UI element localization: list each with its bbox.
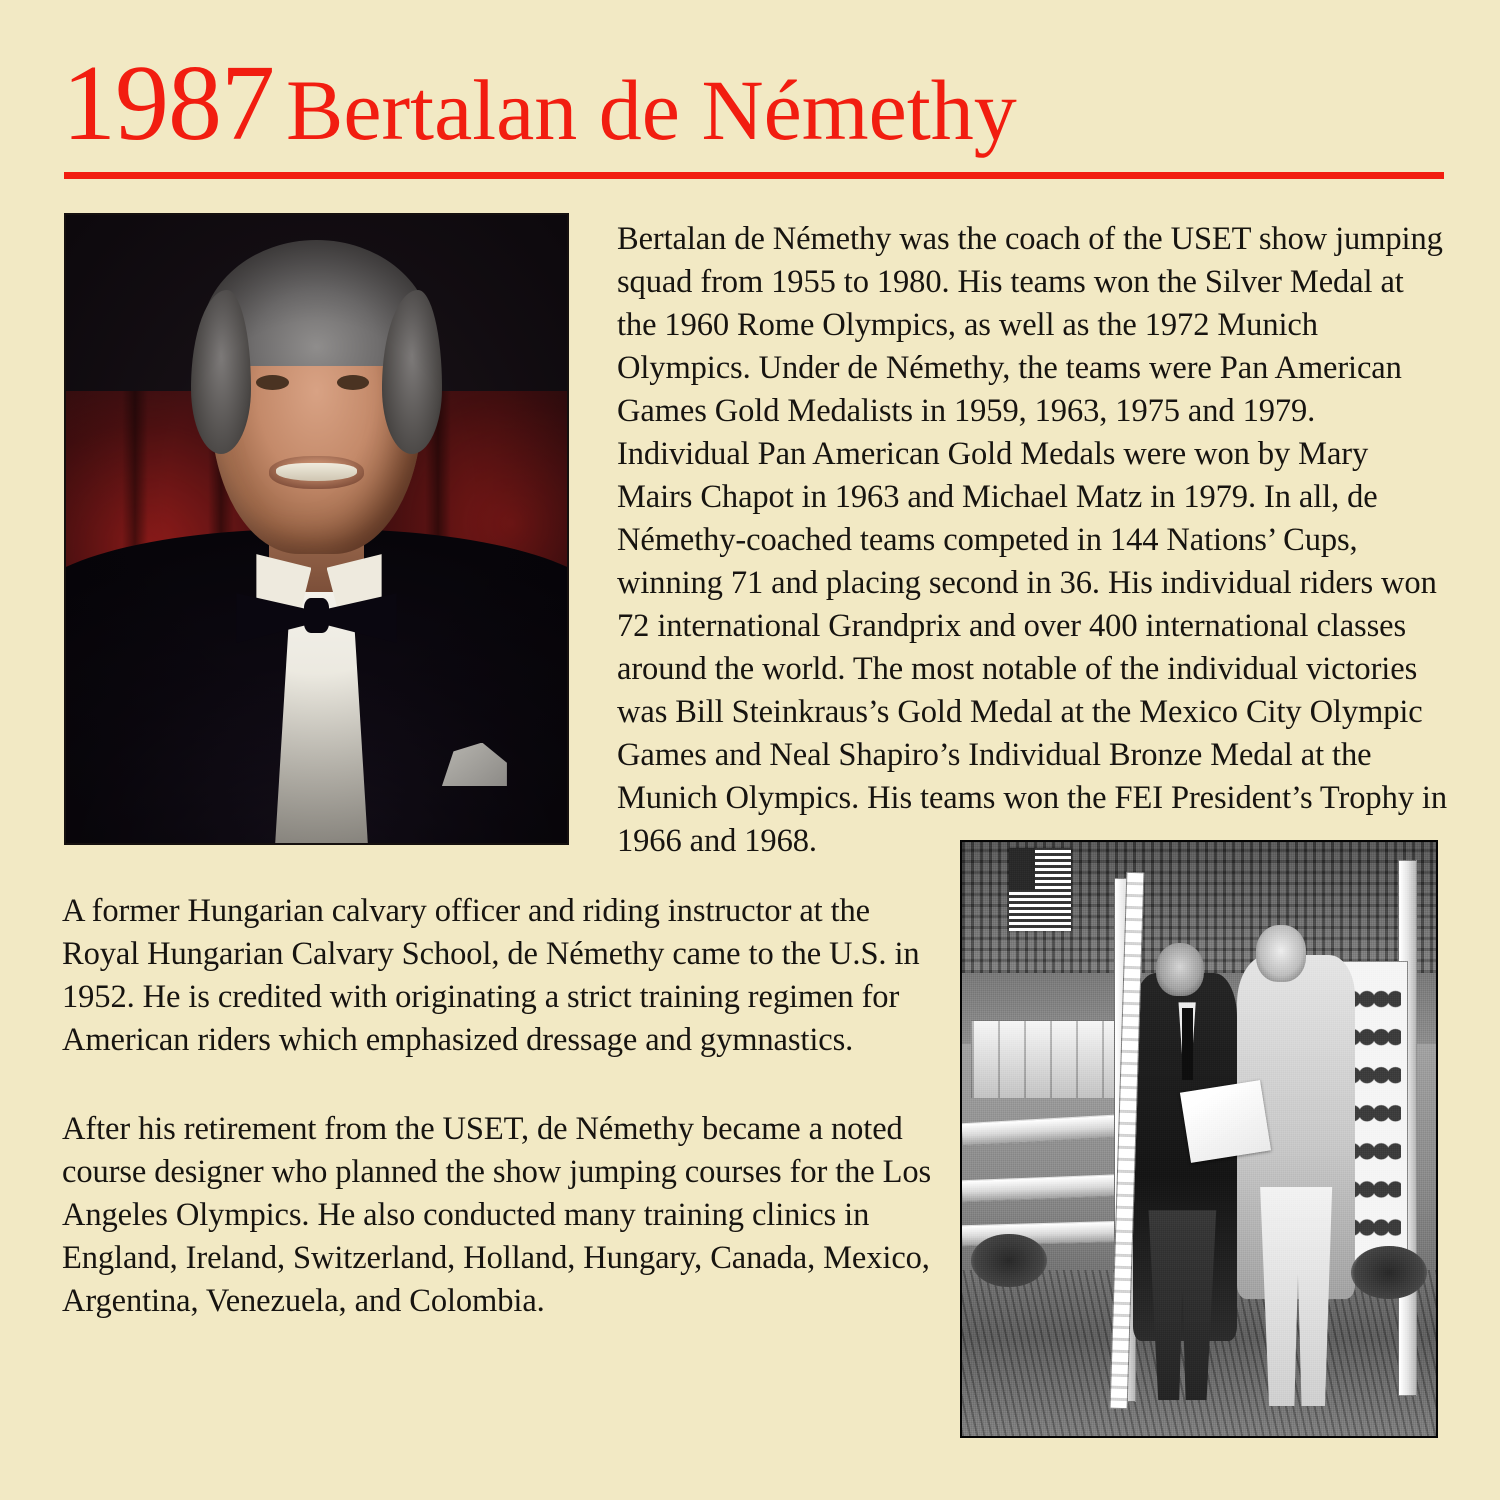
- photo-grain: [962, 842, 1436, 1436]
- photo-vignette: [66, 215, 567, 843]
- paragraph-later-career: After his retirement from the USET, de Némethy became a noted course designer who planned the show jumping courses for the Los Angeles Olympics. He also conducted many training clinics in England, Ireland, Switzerland, Holland, Hungary, Canada, Mexico, Argentina, Venezuela, and Colombia.: [62, 1111, 932, 1319]
- biography-main: [617, 218, 1447, 863]
- paragraph-background: A former Hungarian calvary officer and riding instructor at the Royal Hungarian Calvary School, de Némethy came to the U.S. in 1952. He is credited with originating a strict training regimen for American riders which emphasized dressage and gymnastics.: [62, 893, 920, 1058]
- portrait-photo: [64, 213, 569, 845]
- honoree-name: Bertalan de Némethy: [286, 62, 1017, 158]
- biography-background: [62, 890, 922, 1062]
- induction-year: 1987: [62, 44, 274, 163]
- title-divider: [64, 172, 1444, 179]
- biography-later-career: [62, 1108, 932, 1323]
- paragraph-main: Bertalan de Némethy was the coach of the USET show jumping squad from 1955 to 1980. His teams won the Silver Medal at the 1960 Rome Olympics, as well as the 1972 Munich Olympics. Under de Némethy, the teams were Pan American Games Gold Medalists in 1959, 1963, 1975 and 1979. Individual Pan American Gold Medals were won by Mary Mairs Chapot in 1963 and Michael Matz in 1979. In all, de Némethy-coached teams competed in 144 Nations’ Cups, winning 71 and placing second in 36. His individual riders won 72 international Grandprix and over 400 international classes around the world. The most notable of the individual victories was Bill Steinkraus’s Gold Medal at the Mexico City Olympic Games and Neal Shapiro’s Individual Bronze Medal at the Munich Olympics. His teams won the FEI President’s Trophy in 1966 and 1968.: [617, 221, 1447, 859]
- page-title: [62, 44, 1452, 178]
- course-design-photo: [960, 840, 1438, 1438]
